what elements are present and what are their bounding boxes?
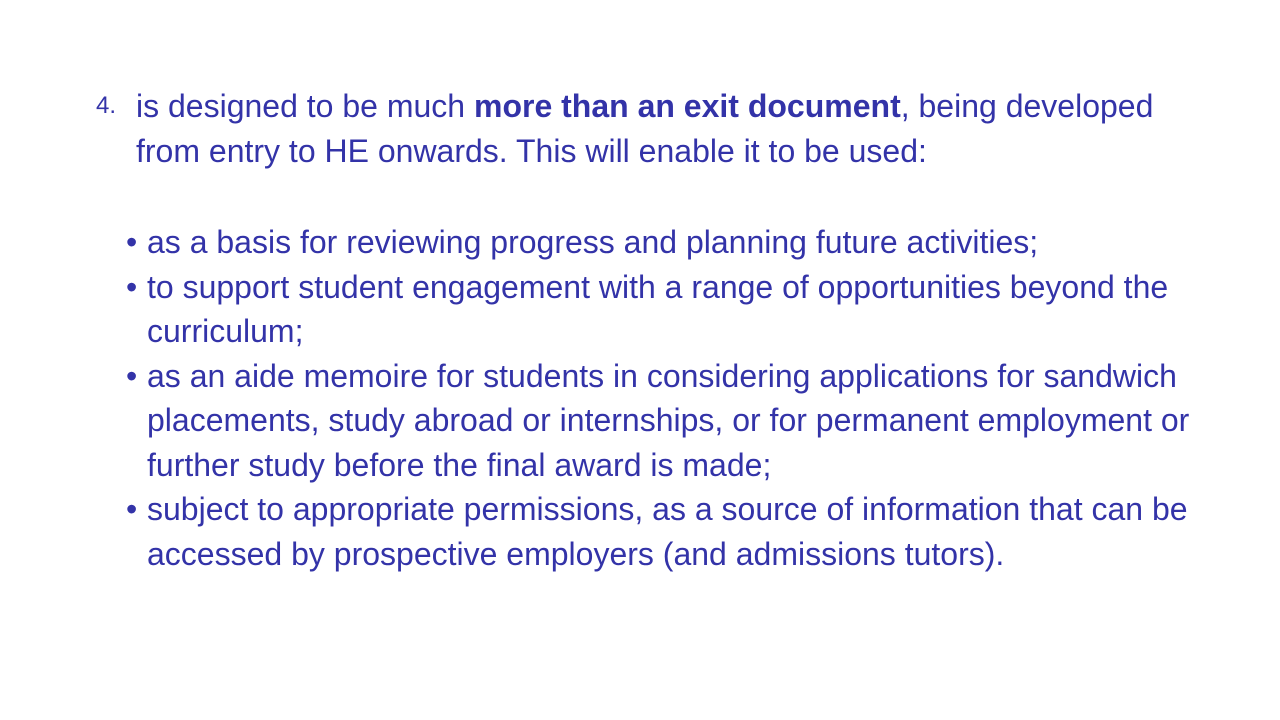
bullet-item [126,354,1226,488]
bullet-icon: • [126,268,138,305]
item-text-rest: , being developed from entry to HE onwards. This will enable it to be used: [136,88,1154,169]
numbered-item [96,84,1196,173]
bullet-item [126,220,1226,265]
item-text [136,84,1196,173]
bullet-text: as a basis for reviewing progress and planning future activities; [147,224,1039,260]
bullet-item [126,265,1226,354]
bullet-icon: • [126,224,138,260]
bullet-text: as an aide memoire for students in considering applications for sandwich placements, study abroad or internships, or for permanent employment or further study before the final award is made; [147,357,1190,483]
bullet-text: to support student engagement with a range of opportunities beyond the curriculum; [147,268,1169,349]
bullet-icon: • [126,491,138,527]
bullet-item [126,487,1226,576]
bullet-list [126,220,1226,576]
item-text-emphasis: more than an exit document [473,88,901,124]
item-text-intro: is designed to be much [136,88,474,124]
item-number: 4. [96,92,117,119]
bullet-text: subject to appropriate permissions, as a source of information that can be accessed by prospective employers (and admissions tutors). [147,491,1188,572]
bullet-icon: • [126,357,138,394]
